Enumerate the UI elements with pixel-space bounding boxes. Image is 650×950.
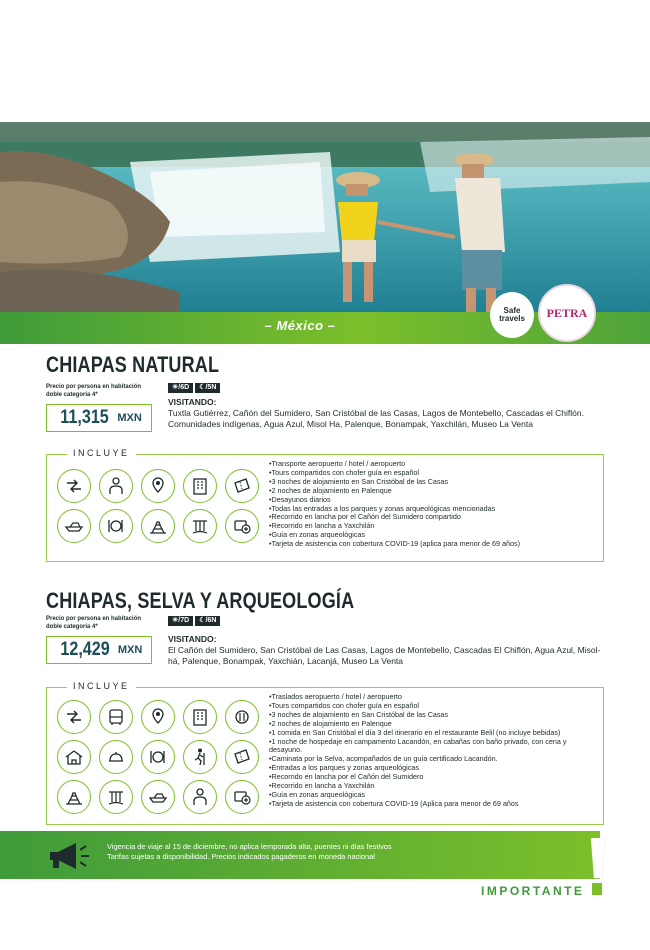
boat-icon xyxy=(141,780,175,814)
waterfall-icon xyxy=(183,509,217,543)
assistance-icon xyxy=(225,780,259,814)
assistance-icon xyxy=(225,509,259,543)
list-item: •1 noche de hospedaje en campamento Lacandón, en cabañas con baño privado, con cena y desayuno. xyxy=(269,736,567,755)
list-item: •Caminata por la Selva, acompañados de un guía certificado Lacandón. xyxy=(269,754,498,764)
hotel-icon xyxy=(183,700,217,734)
price-amount: 11,315 xyxy=(60,407,110,428)
list-item: •3 noches de alojamiento en San Cristóbal de las Casas xyxy=(269,476,449,486)
price-currency: MXN xyxy=(117,644,143,656)
cabin-icon xyxy=(57,740,91,774)
restaurant-icon xyxy=(225,700,259,734)
list-item: •2 noches de alojamiento en Palenque xyxy=(269,718,392,728)
includes-label: INCLUYE xyxy=(67,448,136,458)
list-item: •Traslados aeropuerto / hotel / aeropuerto xyxy=(269,692,402,701)
country-label: – México – xyxy=(264,318,336,333)
meal-icon xyxy=(141,740,175,774)
price-box xyxy=(46,636,152,664)
pyramid-icon xyxy=(57,780,91,814)
duration-badges xyxy=(168,383,220,393)
days-badge: ☀/6D xyxy=(168,383,193,393)
bus-icon xyxy=(99,700,133,734)
includes-label: INCLUYE xyxy=(67,681,136,691)
includes-box xyxy=(46,448,604,562)
list-item: •Transporte aeropuerto / hotel / aeropuerto xyxy=(269,459,406,468)
list-item: •Recorrido en lancha a Yaxchilán xyxy=(269,781,375,791)
visit-text: El Cañón del Sumidero, San Cristóbal de Las Casas, Lagos de Montebello, Cascadas El Chiflón, Agua Azul, Misol-há, Palenque, Bonampak, Yaxchián, Lacanjá, Museo La Venta xyxy=(168,645,601,666)
tour-title: CHIAPAS NATURAL xyxy=(46,352,220,377)
list-item: •Tours compartidos con chofer guía en español xyxy=(269,467,419,477)
transfer-icon xyxy=(57,469,91,503)
includes-list xyxy=(269,460,599,549)
days-badge: ☀/7D xyxy=(168,616,193,626)
ticket-icon xyxy=(225,469,259,503)
ticket-icon xyxy=(225,740,259,774)
list-item: •Guía en zonas arqueológicas xyxy=(269,530,366,540)
list-item: •Entradas a los parques y zonas arqueológicas xyxy=(269,763,419,773)
transfer-icon xyxy=(57,700,91,734)
importante-marker xyxy=(592,883,602,895)
list-item: •Tarjeta de asistencia con cobertura COVID-19 (Aplica para menor de 69 años xyxy=(269,798,519,808)
waterfall-icon xyxy=(99,780,133,814)
list-item: •1 comida en San Cristóbal el día 3 del itinerario en el restaurante Belil (no incluye bebidas) xyxy=(269,727,561,737)
list-item: •2 noches de alojamiento en Palenque xyxy=(269,485,392,495)
dinner-icon xyxy=(99,740,133,774)
importante-label: IMPORTANTE xyxy=(481,884,585,898)
includes-icons xyxy=(57,469,259,543)
guide-icon xyxy=(183,780,217,814)
includes-icons xyxy=(57,700,259,814)
price-note: Precio por persona en habitación doble categoría 4* xyxy=(46,384,142,398)
list-item: •Recorrido en lancha por el Cañón del Sumidero xyxy=(269,772,424,782)
tour-title: CHIAPAS, SELVA Y ARQUEOLOGÍA xyxy=(46,588,355,613)
list-item: •Guía en zonas arqueológicas xyxy=(269,789,366,799)
nights-badge: ☾/5N xyxy=(195,383,220,393)
list-item: •3 noches de alojamiento en San Cristóbal de las Casas xyxy=(269,709,449,719)
list-item: •Recorrido en lancha por el Cañón del Sumidero compartido xyxy=(269,512,461,522)
price-currency: MXN xyxy=(117,412,142,424)
guide-icon xyxy=(99,469,133,503)
pyramid-icon xyxy=(141,509,175,543)
partner-logos xyxy=(490,284,600,344)
tour-icon xyxy=(141,469,175,503)
list-item: •Tours compartidos con chofer guía en español xyxy=(269,700,419,710)
notice-band xyxy=(0,831,600,879)
notice-text: Vigencia de viaje al 15 de diciembre, no aplica temporada alta, puentes ni días festivos Tarifas sujetas a disponibilidad. Precios indicados pagaderos en moneda nacional xyxy=(107,842,392,861)
visit-text: Tuxtla Gutiérrez, Cañón del Sumidero, San Cristóbal de las Casas, Lagos de Montebello, Cascadas el Chiflón. Comunidades indígenas, Agua Azul, Misol Ha, Palenque, Bonampak, Yaxchilán, Museo La Venta xyxy=(168,408,584,429)
hiking-icon xyxy=(183,740,217,774)
megaphone-icon xyxy=(44,840,94,872)
petra-logo: PETRA xyxy=(538,284,596,342)
includes-box xyxy=(46,681,604,825)
list-item: •Desayunos diarios xyxy=(269,494,331,504)
visit-label: VISITANDO: xyxy=(168,634,217,644)
price-amount: 12,429 xyxy=(60,639,110,660)
includes-list xyxy=(269,693,599,809)
hotel-icon xyxy=(183,469,217,503)
tour-icon xyxy=(141,700,175,734)
price-note: Precio por persona en habitación doble categoría 4* xyxy=(46,616,142,630)
nights-badge: ☾/6N xyxy=(195,616,220,626)
meal-icon xyxy=(99,509,133,543)
price-box xyxy=(46,404,152,432)
list-item: •Tarjeta de asistencia con cobertura COVID-19 (aplica para menor de 69 años) xyxy=(269,539,521,549)
safe-travels-logo: Safe travels xyxy=(490,292,534,338)
duration-badges xyxy=(168,616,220,626)
boat-icon xyxy=(57,509,91,543)
list-item: •Recorrido en lancha a Yaxchilán xyxy=(269,521,375,531)
list-item: •Todas las entradas a los parques y zonas arqueológicas mencionadas xyxy=(269,503,496,513)
visit-label: VISITANDO: xyxy=(168,397,217,407)
